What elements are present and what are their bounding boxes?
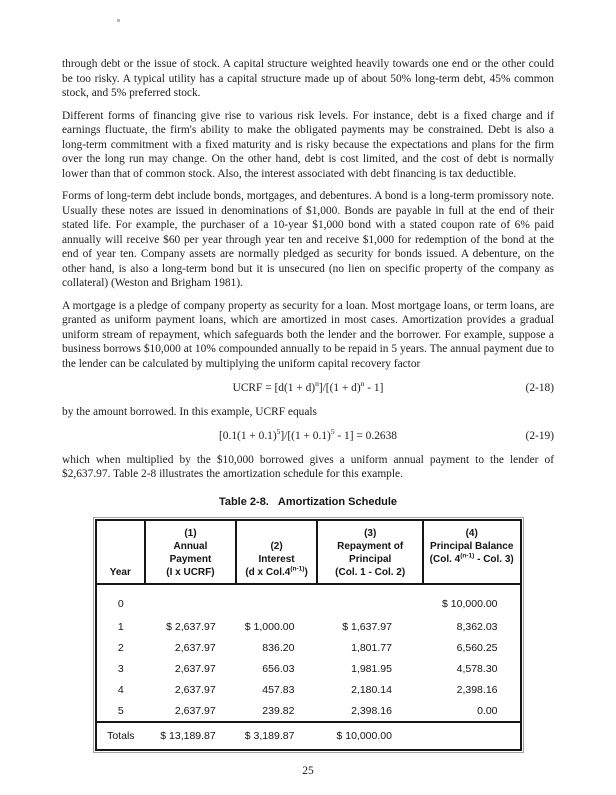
equation-2-19-formula: $[0.1(1 + 0.1)^5]/[(1 + 0.1)^5 - 1] = 0.2638$ [219,427,397,442]
column-header-repayment: (3) Repayment of Principal (Col. 1 - Col. 2) [317,520,423,584]
value-cell: 2,637.97 [174,662,216,675]
value-cell [145,584,236,616]
value-cell: $ 10,000.00 [317,722,423,750]
value-cell [317,584,423,616]
totals-label: Totals [96,722,146,750]
paragraph-ucrf-bridge: by the amount borrowed. In this example, UCRF equals [62,405,317,418]
table-caption-title: Amortization Schedule [277,495,398,508]
value-cell: 2,637.97 [174,704,216,717]
table-row [96,700,521,722]
page-number: 25 [302,765,314,777]
equation-2-18-formula: UCRF = $[d(1 + d)^n]/[(1 + d)^n - 1]$ [232,379,384,394]
value-cell: $ 1,000.00 [244,620,295,633]
value-cell: 836.20 [262,641,295,654]
paragraph-financing-risk: Different forms of financing give rise to various risk levels. For instance, debt is a fixed charge and if earnings fluctuate, the firm's ability to make the obligated payments may be constrained. Debt is also a long-term commitment with a fixed maturity and is risky because the expectations and plans for the firm over the long run may change. On the other hand, debt is cost limited, and the cost of debt is normally lower than that of common stock. Also, the interest associated with debt financing is tax deductible. [62,109,554,180]
value-cell: $ 10,000.00 [442,597,498,610]
value-cell: 1,981.95 [351,662,392,675]
table-body [96,584,521,722]
table-totals-row [96,722,521,750]
value-cell: 656.03 [262,662,295,675]
year-cell: 3 [117,662,124,675]
value-cell: 2,398.16 [456,683,498,696]
table-row [96,616,521,637]
table-row [96,658,521,679]
year-cell: 4 [117,683,124,696]
value-cell: 457.83 [262,683,295,696]
value-cell: 1,801.77 [351,641,392,654]
value-cell [236,584,318,616]
value-cell [423,722,521,750]
paragraph-mortgage: A mortgage is a pledge of company property as security for a loan. Most mortgage loans, or term loans, are granted as uniform payment loans, which are amortized in most cases. Amortization provides a gradual uniform stream of repayment, which safeguards both the lender and the borrower. For example, suppose a business borrows $10,000 at 10% compounded annually to be repaid in 5 years. The annual payment due to the lender can be calculated by multiplying the uniform capital recovery factor [62,299,554,370]
year-cell: 2 [117,641,124,654]
equation-2-18 [62,381,554,396]
value-cell: 8,362.03 [456,620,498,633]
year-cell: 0 [117,597,124,610]
column-header-interest: (2) Interest (d x Col.4$^{(n-1)}$) [236,520,318,584]
value-cell: 4,578.30 [456,662,498,675]
value-cell: 6,560.25 [456,641,498,654]
table-caption-label: Table 2-8. [218,495,269,508]
table-row [96,584,521,616]
amortization-table [95,519,522,751]
table-caption [62,495,554,510]
year-cell: 5 [117,704,124,717]
value-cell: 2,398.16 [351,704,392,717]
value-cell: 0.00 [477,704,498,717]
year-cell: 1 [117,620,124,633]
value-cell: $ 3,189.87 [236,722,318,750]
value-cell: $ 1,637.97 [342,620,392,633]
scan-speck [117,19,120,22]
paragraph-uniform-payment: which when multiplied by the $10,000 borrowed gives a uniform annual payment to the lender of $2,637.97. Table 2-8 illustrates the amortization schedule for this example. [62,453,554,480]
equation-2-19 [62,429,554,444]
column-header-year: Year [96,520,146,584]
paragraph-capital-structure: through debt or the issue of stock. A capital structure weighted heavily towards one end or the other could be too risky. A typical utility has a capital structure made up of about 50% long-term debt, 45% common stock, and 5% preferred stock. [62,58,554,99]
value-cell: $ 13,189.87 [145,722,236,750]
equation-2-18-number: (2-18) [525,382,554,394]
value-cell: 2,637.97 [174,683,216,696]
value-cell: $ 2,637.97 [166,620,216,633]
equation-2-19-number: (2-19) [525,430,554,442]
column-header-annual-payment: (1) Annual Payment (I x UCRF) [145,520,236,584]
table-row [96,679,521,700]
table-row [96,637,521,658]
column-header-principal-balance: (4) Principal Balance (Col. 4$^{(n-1)}$ - Col. 3) [423,520,521,584]
table-header-row [96,520,521,584]
value-cell: 2,180.14 [351,683,392,696]
value-cell: 239.82 [262,704,295,717]
value-cell: 2,637.97 [174,641,216,654]
paragraph-long-term-debt: Forms of long-term debt include bonds, mortgages, and debentures. A bond is a long-term promissory note. Usually these notes are issued in denominations of $1,000. Bonds are payable in full at the end of their stated life. For example, the purchaser of a 10-year $1,000 bond with a stated coupon rate of 6% paid annually will receive $60 per year through year ten and receive $1,000 for redemption of the bond at the end of year ten. Company assets are normally pledged as security for bonds issued. A debenture, on the other hand, is also a long-term bond but it is unsecured (no lien on specific property of the company as collateral) (Weston and Brigham 1981). [62,190,554,289]
